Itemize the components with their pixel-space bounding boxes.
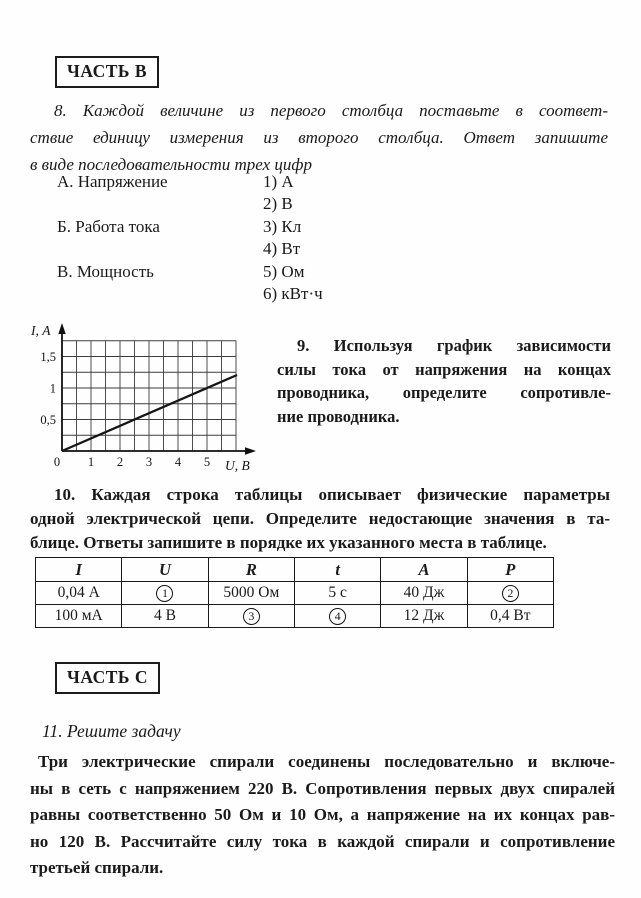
- question-10-text: [30, 483, 610, 555]
- x-axis-label: U, В: [225, 458, 250, 473]
- x-tick-label: 3: [145, 455, 153, 469]
- table-cell: 0,4 Вт: [467, 605, 553, 628]
- table-cell: [122, 582, 208, 605]
- text-line: блице. Ответы запишите в порядке их указанного места в таблице.: [30, 533, 547, 552]
- x-tick-label: 5: [203, 455, 211, 469]
- question-8-text: [30, 97, 608, 178]
- y-tick-label: 1,5: [40, 350, 56, 364]
- iv-line: [62, 375, 237, 451]
- text-line: третьей спирали.: [30, 858, 164, 877]
- table-header-cell: A: [381, 558, 467, 582]
- text-line: ние проводника.: [277, 406, 400, 426]
- table-header-cell: I: [36, 558, 122, 582]
- match-right-item: 6) кВт·ч: [263, 283, 323, 303]
- text-line: 8. Каждой величине из первого столбца поставьте в соответ-: [54, 101, 608, 120]
- text-line: ствие единицу измерения из второго столбца. Ответ запишите: [30, 128, 608, 147]
- table-cell: [467, 582, 553, 605]
- table-cell: 5000 Ом: [208, 582, 294, 605]
- match-left-item: А. Напряжение: [57, 172, 168, 191]
- table-row: [36, 582, 554, 605]
- text-line: равны соответственно 50 Ом и 10 Ом, а напряжение на их концах рав-: [30, 805, 615, 824]
- circled-number: 3: [243, 608, 260, 625]
- text-line: в виде последовательности трех цифр: [30, 155, 312, 174]
- question-11-title: 11. Решите задачу: [42, 721, 181, 741]
- text-line: одной электрической цепи. Определите недостающие значения в та-: [30, 509, 610, 528]
- x-tick-label: 1: [87, 455, 95, 469]
- question-11-text: [30, 749, 615, 882]
- table-header-cell: R: [208, 558, 294, 582]
- table-cell: 5 с: [294, 582, 380, 605]
- part-c-heading: ЧАСТЬ С: [55, 662, 160, 694]
- match-exercise: [57, 171, 323, 305]
- table-header-row: [36, 558, 554, 582]
- x-tick-label: 4: [174, 455, 182, 469]
- circled-number: 4: [329, 608, 346, 625]
- table-header-cell: t: [294, 558, 380, 582]
- question-9-text: [277, 334, 611, 428]
- table-header-cell: P: [467, 558, 553, 582]
- match-right-item: 4) Вт: [263, 239, 301, 259]
- text-line: 9. Используя график зависимости: [297, 336, 611, 355]
- x-tick-labels: [54, 455, 210, 469]
- table-cell: 100 мА: [36, 605, 122, 628]
- table-cell: 4 В: [122, 605, 208, 628]
- y-tick-label: 0,5: [40, 413, 56, 427]
- match-left-item: Б. Работа тока: [57, 216, 160, 236]
- y-axis-label: I, А: [31, 323, 51, 338]
- text-line: но 120 В. Рассчитайте силу тока в каждой спирали и сопротивление: [30, 831, 615, 851]
- circled-number: 1: [156, 585, 173, 602]
- y-tick-labels: [40, 350, 56, 427]
- text-line: силы тока от напряжения на концах: [277, 359, 611, 379]
- table-cell: 0,04 А: [36, 582, 122, 605]
- circuit-parameters-table: [35, 557, 554, 628]
- part-b-heading: ЧАСТЬ В: [55, 56, 159, 88]
- x-tick-label: 2: [116, 455, 124, 469]
- text-line: Три электрические спирали соединены последовательно и включе-: [38, 752, 615, 771]
- table-cell: 12 Дж: [381, 605, 467, 628]
- table-row: [36, 605, 554, 628]
- table-cell: [294, 605, 380, 628]
- match-right-item: 1) А: [263, 172, 294, 191]
- text-line: 10. Каждая строка таблицы описывает физические параметры: [54, 485, 610, 504]
- x-tick-label: 0: [53, 455, 61, 469]
- match-right-item: 2) В: [263, 194, 293, 214]
- circled-number: 2: [502, 585, 519, 602]
- match-right-item: 3) Кл: [263, 216, 302, 236]
- table-header-cell: U: [122, 558, 208, 582]
- match-left-item: В. Мощность: [57, 261, 154, 281]
- text-line: проводника, определите сопротивле-: [277, 383, 611, 402]
- graph-grid: [62, 341, 236, 451]
- y-tick-label: 1: [49, 381, 56, 396]
- current-voltage-graph: [28, 318, 276, 474]
- y-axis-arrow-icon: [58, 323, 65, 334]
- table-cell: [208, 605, 294, 628]
- x-axis-arrow-icon: [245, 447, 256, 454]
- table-cell: 40 Дж: [381, 582, 467, 605]
- match-right-item: 5) Ом: [263, 261, 305, 281]
- text-line: ны в сеть с напряжением 220 В. Сопротивления первых двух спиралей: [30, 778, 615, 798]
